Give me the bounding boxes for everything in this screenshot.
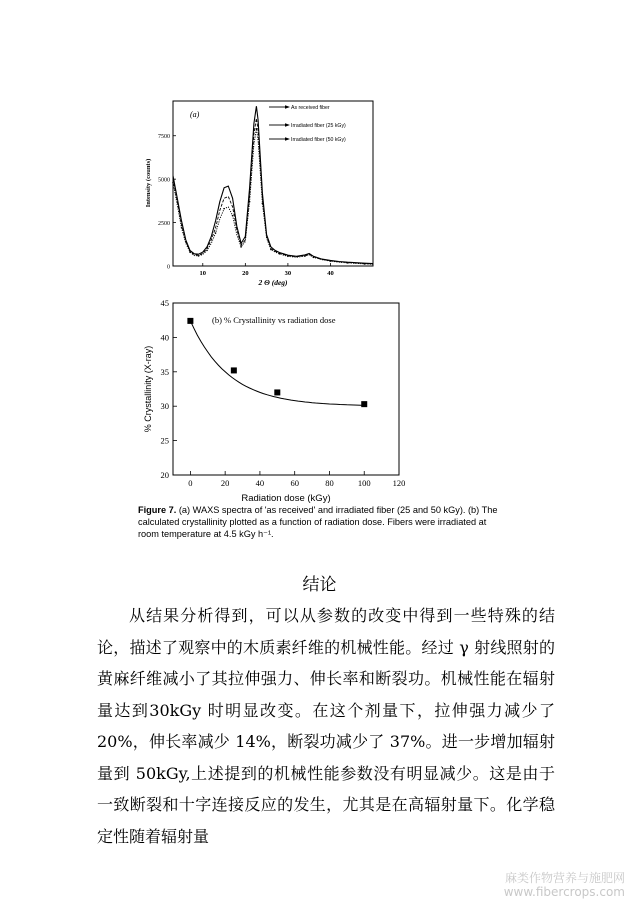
watermark-url: www.fibercrops.com [503,885,625,899]
series-marker-3 [262,203,264,205]
series-marker-3 [256,128,258,130]
crystallinity-chart [140,295,430,505]
x-tick-label: 120 [392,478,406,488]
x-tick-label: 0 [188,478,193,488]
y-tick-label: 2500 [158,221,170,228]
series-marker-3 [232,215,234,217]
x-tick-label: 30 [284,270,292,277]
body-paragraph: 从结果分析得到，可以从参数的改变中得到一些特殊的结论，描述了观察中的木质素纤维的机械性能。经过 γ 射线照射的黄麻纤维减小了其拉伸强力、伸长率和断裂功。机械性能在辐射量达到30kGy 时明显改变。在这个剂量下，拉伸强力减少了 20%，伸长率减少 14%，断裂功减少了 37%。进一步增加辐射量到 50kGy,上述提到的机械性能参数没有明显减少。这是由于一致断裂和十字连接反应的发生，尤其是在高辐射量下。化学稳定性随着辐射量 [97,606,555,846]
site-watermark [504,871,625,899]
legend-entry-2: Irradiated fiber (25 kGy) [291,123,346,129]
data-point [187,318,193,324]
series-marker-3 [347,262,349,264]
y-tick-label: 0 [167,264,170,271]
series-marker-3 [223,208,225,210]
waxs-chart [140,95,380,295]
legend-entry-1: As received fiber [291,105,330,111]
legend-arrow-icon [285,137,290,141]
y-tick-label: 40 [160,332,169,343]
caption-text: (a) WAXS spectra of 'as received' and irradiated fiber (25 and 50 kGy). (b) The calculated crystallinity plotted as a function of radiation dose. Fibers were irradiated at room temperature at 4.5 kGy h⁻¹. [138,505,498,539]
chart-title: (b) % Crystallinity vs radiation dose [212,315,336,325]
series-marker-3 [330,260,332,262]
x-tick-label: 10 [199,270,207,277]
y-tick-label: 5000 [158,177,170,184]
series-marker-3 [198,255,200,257]
series-marker-3 [287,255,289,257]
series-line-3 [173,129,373,264]
y-tick-label: 30 [160,401,169,412]
y-axis-label: Intensity (counts) [145,158,152,208]
x-tick-label: 40 [255,478,265,488]
panel-label: (a) [190,110,200,119]
data-point [274,389,280,395]
series-marker-3 [189,251,191,253]
plot-frame [173,303,399,475]
legend-arrow-icon [285,105,290,109]
series-marker-3 [249,201,251,203]
series-marker-3 [240,246,242,248]
series-marker-3 [181,227,183,229]
series-line-1 [173,106,373,263]
x-axis-label: 2 Θ (deg) [258,278,288,287]
x-tick-label: 20 [220,478,230,488]
series-marker-3 [270,249,272,251]
series-marker-3 [313,257,315,259]
y-tick-label: 35 [160,366,169,377]
y-tick-label: 25 [160,435,169,446]
x-tick-label: 60 [290,478,299,488]
x-tick-label: 80 [325,478,334,488]
series-marker-3 [215,232,217,234]
y-tick-label: 7500 [158,134,170,141]
series-marker-3 [206,250,208,252]
series-marker-3 [304,255,306,257]
watermark-site-name: 麻类作物营养与施肥网 [504,871,625,885]
figure-caption [138,505,498,540]
section-title: 结论 [302,575,337,595]
y-tick-label: 45 [160,298,169,308]
x-tick-label: 20 [242,270,249,277]
series-marker-3 [364,263,366,265]
y-axis-label: % Crystallinity (X-ray) [143,345,153,433]
series-marker-3 [279,253,281,255]
series-marker-3 [172,182,174,184]
legend-entry-3: Irradiated fiber (50 kGy) [291,137,346,143]
y-tick-label: 20 [160,470,169,480]
legend-arrow-icon [285,123,290,127]
x-tick-label: 100 [357,478,371,488]
x-axis-label: Radiation dose (kGy) [241,493,331,504]
data-point [361,401,367,407]
data-point [231,367,237,373]
x-tick-label: 40 [327,270,334,277]
figure-label: Figure 7. [138,505,177,515]
